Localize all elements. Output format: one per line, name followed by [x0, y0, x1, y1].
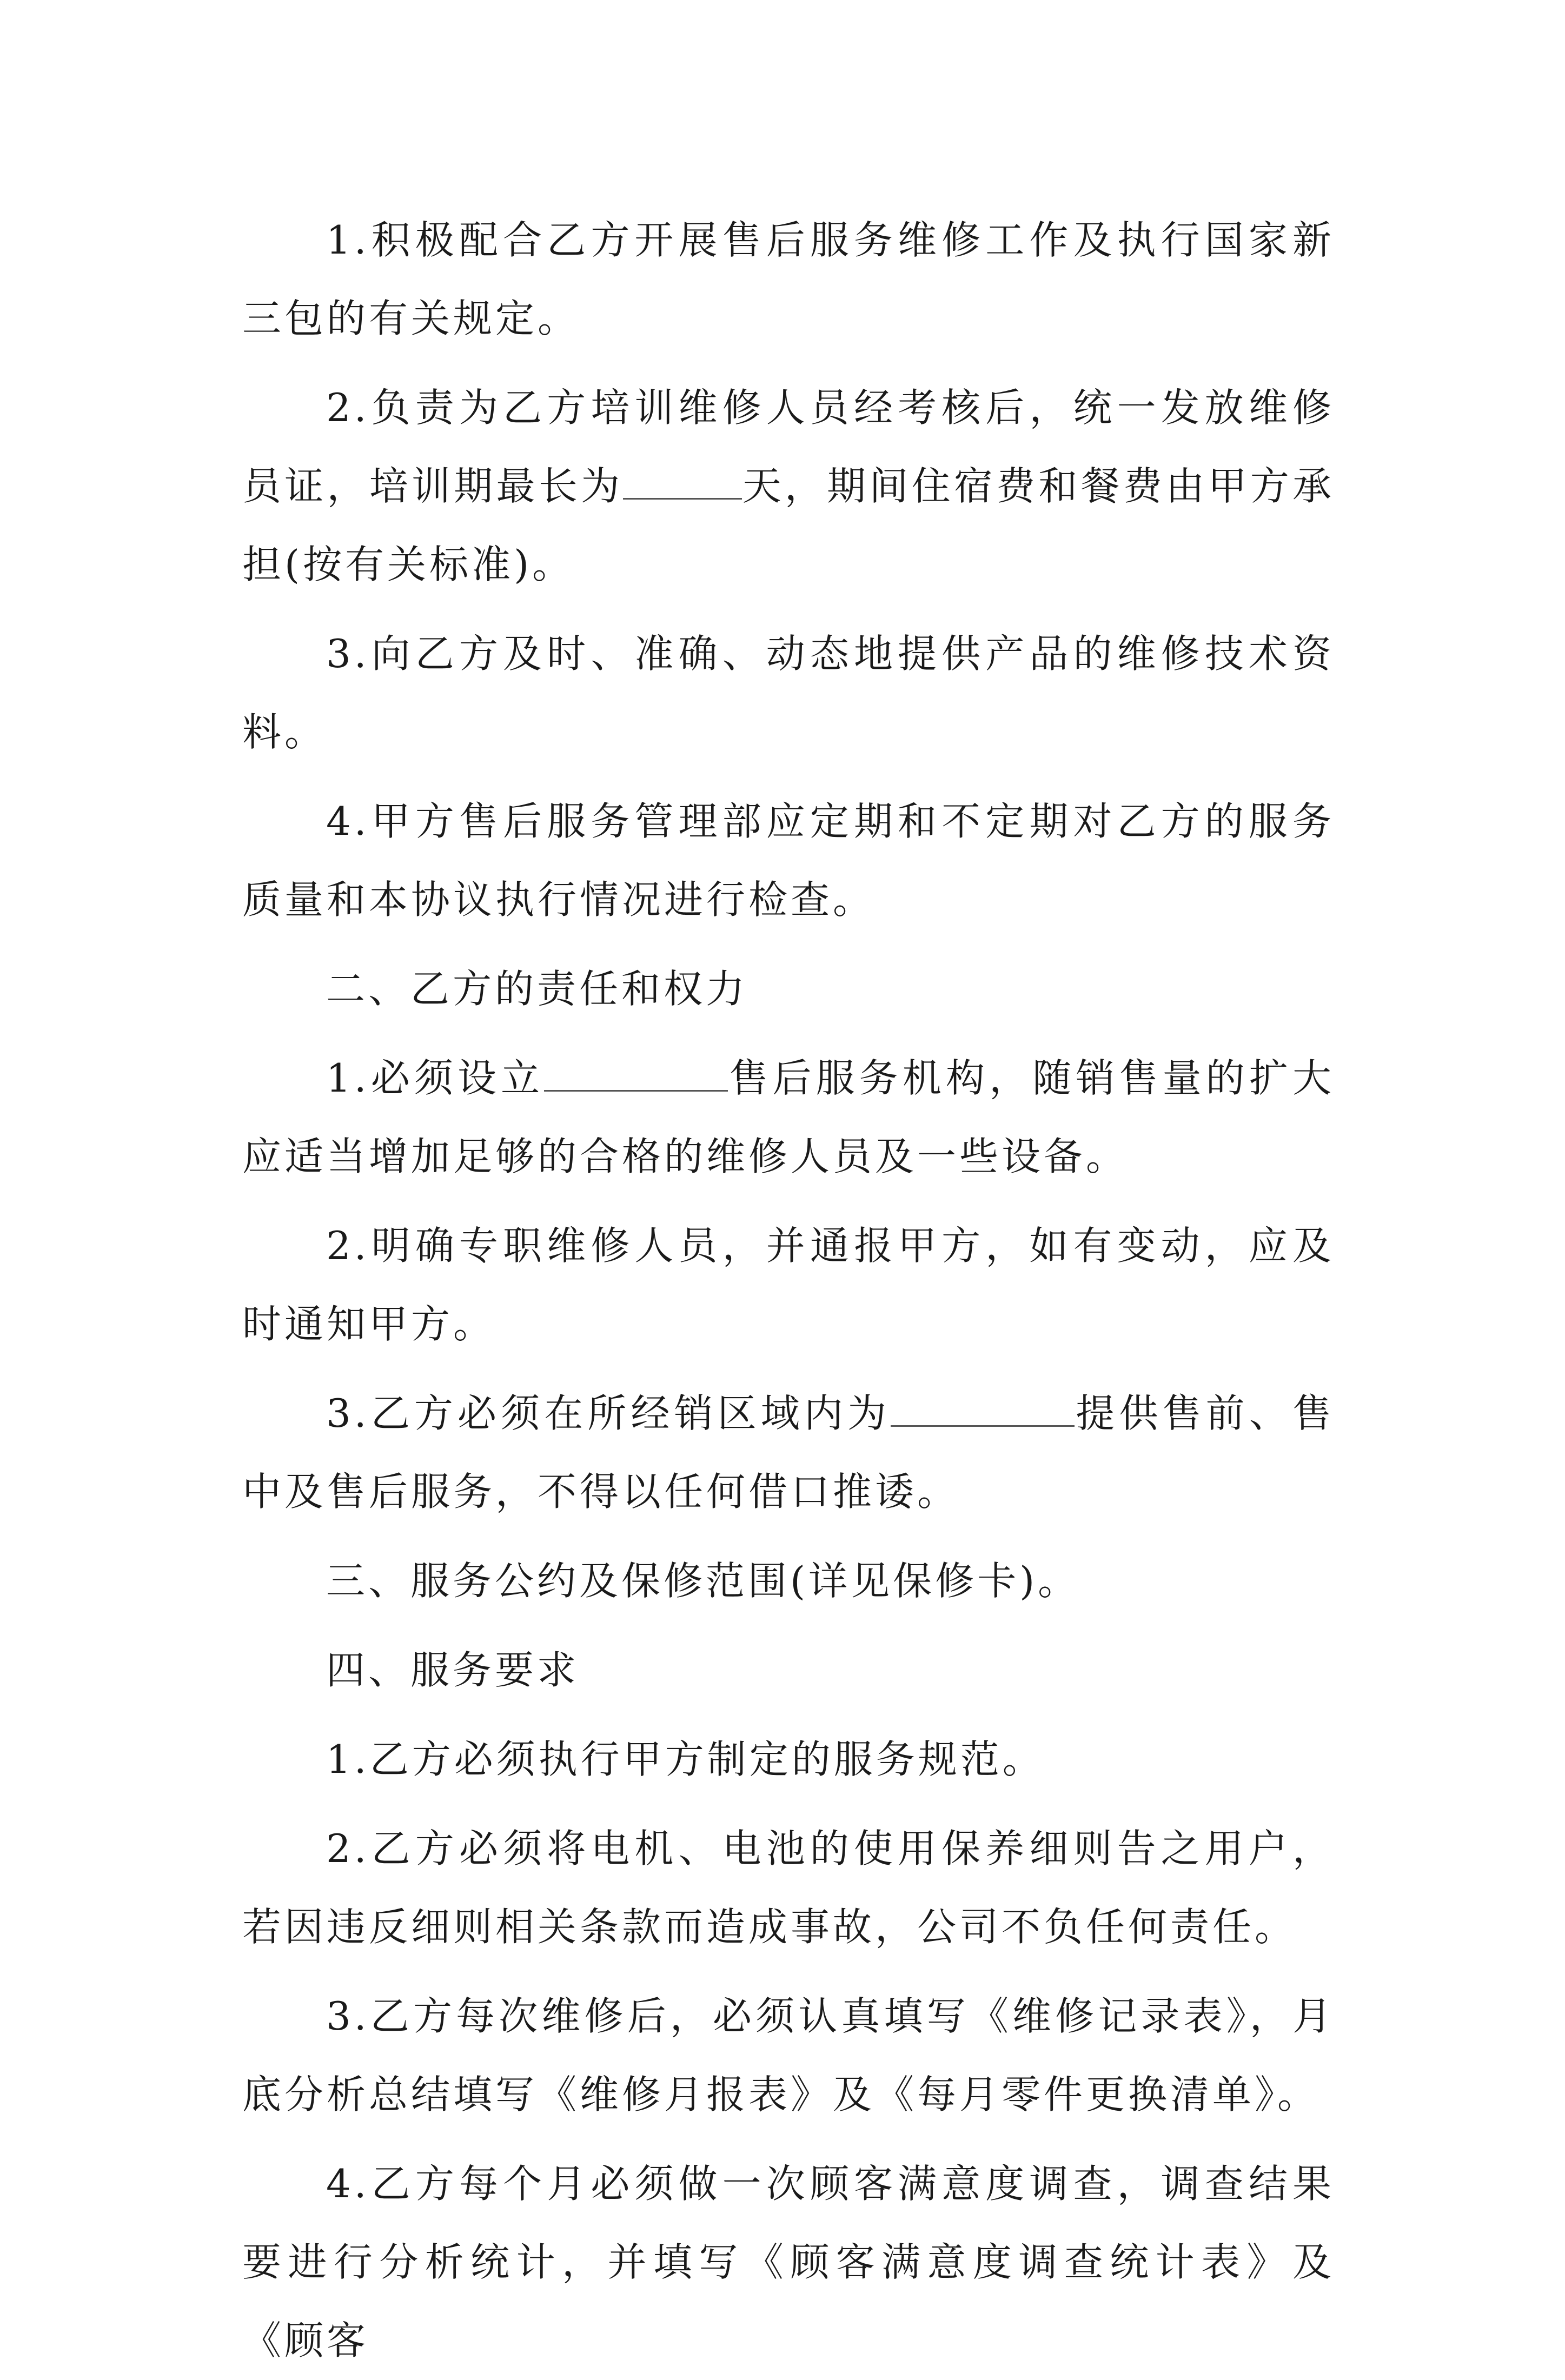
clause-party-a-3: [242, 615, 1335, 772]
clause-party-a-4: [242, 782, 1335, 939]
clause-text: 3.乙方每次维修后，必须认真填写《维修记录表》，月底分析总结填写《维修月报表》及《每月零件更换清单》。: [242, 1993, 1335, 2117]
clause-text: 4.乙方每个月必须做一次顾客满意度调查，调查结果要进行分析统计，并填写《顾客满意度调查统计表》及《顾客: [242, 2161, 1335, 2363]
clause-text-after-blank: 售后服务机构，随销售量的扩大应适当增加足够的合格的维修人员及一些设备。: [242, 1055, 1335, 1179]
clause-party-a-2: [242, 369, 1335, 604]
clause-text: 2.明确专职维修人员，并通报甲方，如有变动，应及时通知甲方。: [242, 1223, 1335, 1347]
clause-text-before-blank: 1.必须设立: [326, 1055, 545, 1101]
heading-text: 三、服务公约及保修范围(详见保修卡)。: [326, 1558, 1080, 1604]
section-heading-service-pledge: [242, 1542, 1335, 1620]
clause-requirement-1: [242, 1720, 1335, 1799]
clause-requirement-4: [242, 2145, 1335, 2380]
heading-text: 四、服务要求: [326, 1647, 580, 1693]
clause-text: 3.向乙方及时、准确、动态地提供产品的维修技术资料。: [242, 631, 1335, 755]
clause-party-b-1: [242, 1039, 1335, 1196]
clause-text-before-blank: 2.负责为乙方培训维修人员经考核后，统一发放维修员证，培训期最长为: [242, 385, 1335, 509]
clause-text: 4.甲方售后服务管理部应定期和不定期对乙方的服务质量和本协议执行情况进行检查。: [242, 799, 1335, 922]
clause-text: 1.乙方必须执行甲方制定的服务规范。: [326, 1737, 1045, 1782]
clause-text-after-blank: 提供售前、售中及售后服务，不得以任何借口推诿。: [242, 1391, 1335, 1514]
fill-in-blank-training-days[interactable]: [623, 462, 742, 500]
heading-text: 二、乙方的责任和权力: [326, 966, 748, 1012]
fill-in-blank-service-target[interactable]: [891, 1390, 1075, 1427]
clause-text: 1.积极配合乙方开展售后服务维修工作及执行国家新三包的有关规定。: [242, 217, 1335, 341]
fill-in-blank-service-agency[interactable]: [544, 1054, 728, 1092]
clause-text-before-blank: 3.乙方必须在所经销区域内为: [326, 1391, 891, 1436]
section-heading-party-b: [242, 950, 1335, 1028]
clause-requirement-2: [242, 1810, 1335, 1966]
clause-text-after-blank: 天，期间住宿费和餐费由甲方承担(按有关标准)。: [242, 463, 1335, 587]
section-heading-service-requirements: [242, 1631, 1335, 1710]
clause-text: 2.乙方必须将电机、电池的使用保养细则告之用户，若因违反细则相关条款而造成事故，公司不负任何责任。: [242, 1826, 1335, 1950]
document-body: [242, 201, 1335, 2380]
clause-party-b-3: [242, 1374, 1335, 1531]
clause-party-b-2: [242, 1207, 1335, 1364]
clause-party-a-1: [242, 201, 1335, 358]
clause-requirement-3: [242, 1977, 1335, 2134]
